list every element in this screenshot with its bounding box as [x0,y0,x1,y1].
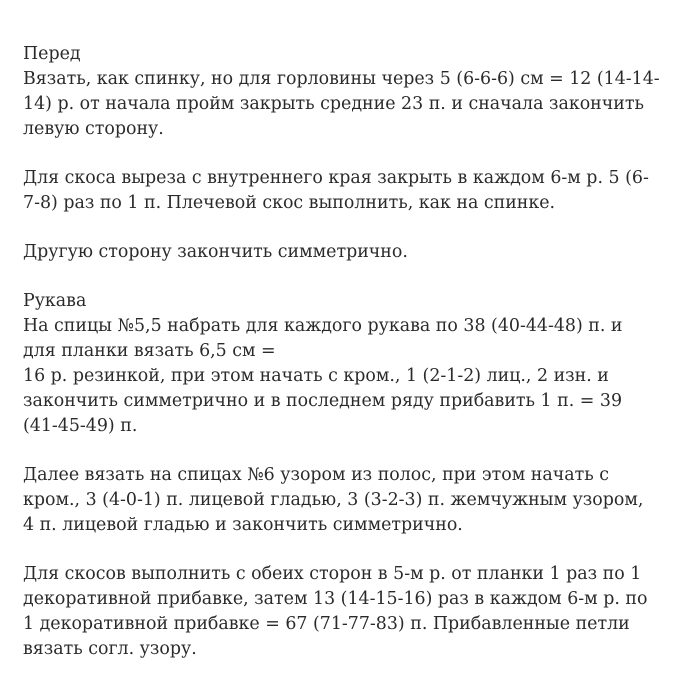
front-p1-line-2: 14) р. от начала пройм закрыть средние 23 п. и сначала закончить [23,94,644,114]
sleeves-p2-line-2: кром., 3 (4-0-1) п. лицевой гладью, 3 (3-2-3) п. жемчужным узором, [23,490,644,510]
sleeves-p2-line-3: 4 п. лицевой гладью и закончить симметрично. [23,515,463,535]
sleeves-p1-line-5: (41-45-49) п. [23,416,138,436]
front-p2-line-2: 7-8) раз по 1 п. Плечевой скос выполнить, как на спинке. [23,193,556,213]
section-heading-sleeves: Рукава [23,291,87,311]
sleeves-p3-line-4: вязать согл. узору. [23,639,197,659]
sleeves-p3-line-2: декоративной прибавке, затем 13 (14-15-16) раз в каждом 6-м р. по [23,589,648,609]
sleeves-p3-line-1: Для скосов выполнить с обеих сторон в 5-м р. от планки 1 раз по 1 [23,564,642,584]
front-p3-line-1: Другую сторону закончить симметрично. [23,242,408,262]
front-p2-line-1: Для скоса выреза с внутреннего края закрыть в каждом 6-м р. 5 (6- [23,168,649,188]
sleeves-p1-line-2: для планки вязать 6,5 см = [23,341,276,361]
sleeves-p1-line-1: На спицы №5,5 набрать для каждого рукава по 38 (40-44-48) п. и [23,316,623,336]
sleeves-p1-line-4: закончить симметрично и в последнем ряду прибавить 1 п. = 39 [23,391,623,411]
sleeves-p3-line-3: 1 декоративной прибавке = 67 (71-77-83) п. Прибавленные петли [23,614,630,634]
sleeves-p2-line-1: Далее вязать на спицах №6 узором из полос, при этом начать с [23,465,609,485]
front-p1-line-1: Вязать, как спинку, но для горловины через 5 (6-6-6) см = 12 (14-14- [23,69,660,89]
section-heading-front: Перед [23,44,81,64]
front-p1-line-3: левую сторону. [23,119,164,139]
sleeves-p1-line-3: 16 р. резинкой, при этом начать с кром., 1 (2-1-2) лиц., 2 изн. и [23,366,609,386]
